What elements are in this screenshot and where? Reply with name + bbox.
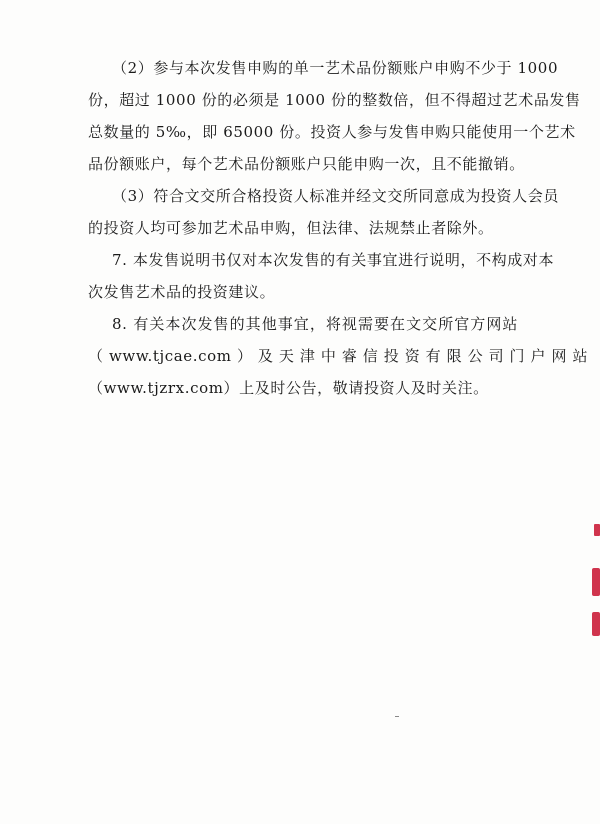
paragraph-item-3 [88,180,559,244]
paragraph-item-8 [88,308,589,404]
text-line: （2）参与本次发售申购的单一艺术品份额账户申购不少于 1000 [112,59,559,77]
text-line: 总数量的 5‰，即 65000 份。投资人参与发售申购只能使用一个艺术 [88,123,576,141]
paragraph-item-7 [88,244,555,308]
seal-stamp-fragment [592,612,600,636]
text-line: 7. 本发售说明书仅对本次发售的有关事宜进行说明，不构成对本 [112,251,555,269]
scan-speck [395,716,399,717]
text-line: 的投资人均可参加艺术品申购，但法律、法规禁止者除外。 [88,219,494,237]
text-line: （ www.tjcae.com ） 及 天 津 中 睿 信 投 资 有 限 公 司 门 户 网 站 [88,347,589,365]
text-line: 份，超过 1000 份的必须是 1000 份的整数倍，但不得超过艺术品发售 [88,91,581,109]
text-line: 品份额账户，每个艺术品份额账户只能申购一次，且不能撤销。 [88,155,525,173]
text-line: （3）符合文交所合格投资人标准并经文交所同意成为投资人会员 [112,187,559,205]
text-line: （www.tjzrx.com）上及时公告，敬请投资人及时关注。 [88,379,489,397]
text-line: 8. 有关本次发售的其他事宜，将视需要在文交所官方网站 [112,315,518,333]
text-line: 次发售艺术品的投资建议。 [88,283,276,301]
seal-stamp-fragment [592,568,600,596]
seal-stamp-fragment [594,524,600,536]
paragraph-item-2 [88,52,581,180]
